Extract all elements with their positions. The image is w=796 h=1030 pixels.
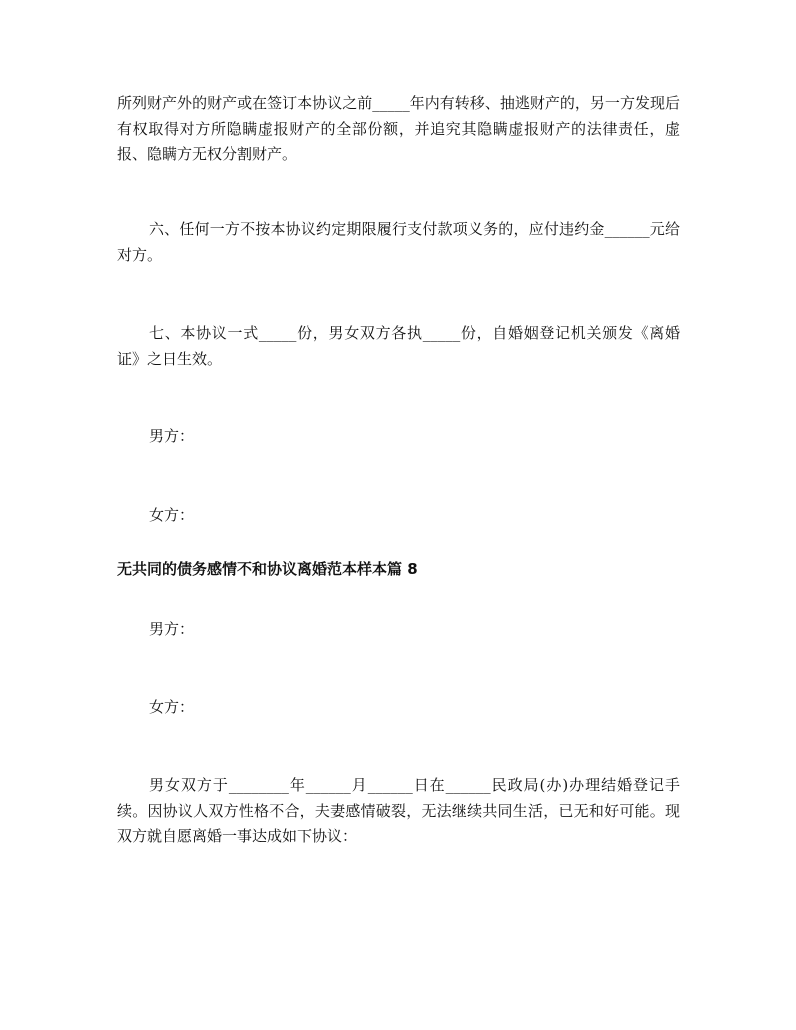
male-party-line: 男方：: [149, 620, 195, 638]
male-signature-line: 男方：: [149, 427, 195, 445]
clause-six-paragraph: 六、任何一方不按本协议约定期限履行支付款项义务的，应付违约金______元给对方。: [117, 220, 680, 264]
clause-seven-paragraph: 七、本协议一式_____份，男女双方各执_____份，自婚姻登记机关颁发《离婚证》之日生效。: [117, 324, 680, 368]
intro-paragraph: 男女双方于________年______月______日在______民政局(办)办理结婚登记手续。因协议人双方性格不合，夫妻感情破裂，无法继续共同生活，已无和好可能。现双方就自愿离婚一事达成如下协议：: [117, 776, 680, 845]
female-signature-line: 女方：: [149, 506, 195, 524]
section-heading: 无共同的债务感情不和协议离婚范本样本篇 8: [117, 560, 418, 578]
female-party-line: 女方：: [149, 698, 195, 716]
property-clause-paragraph: 所列财产外的财产或在签订本协议之前_____年内有转移、抽逃财产的，另一方发现后有权取得对方所隐瞒虚报财产的全部份额，并追究其隐瞒虚报财产的法律责任，虚报、隐瞒方无权分割财产。: [117, 94, 680, 163]
